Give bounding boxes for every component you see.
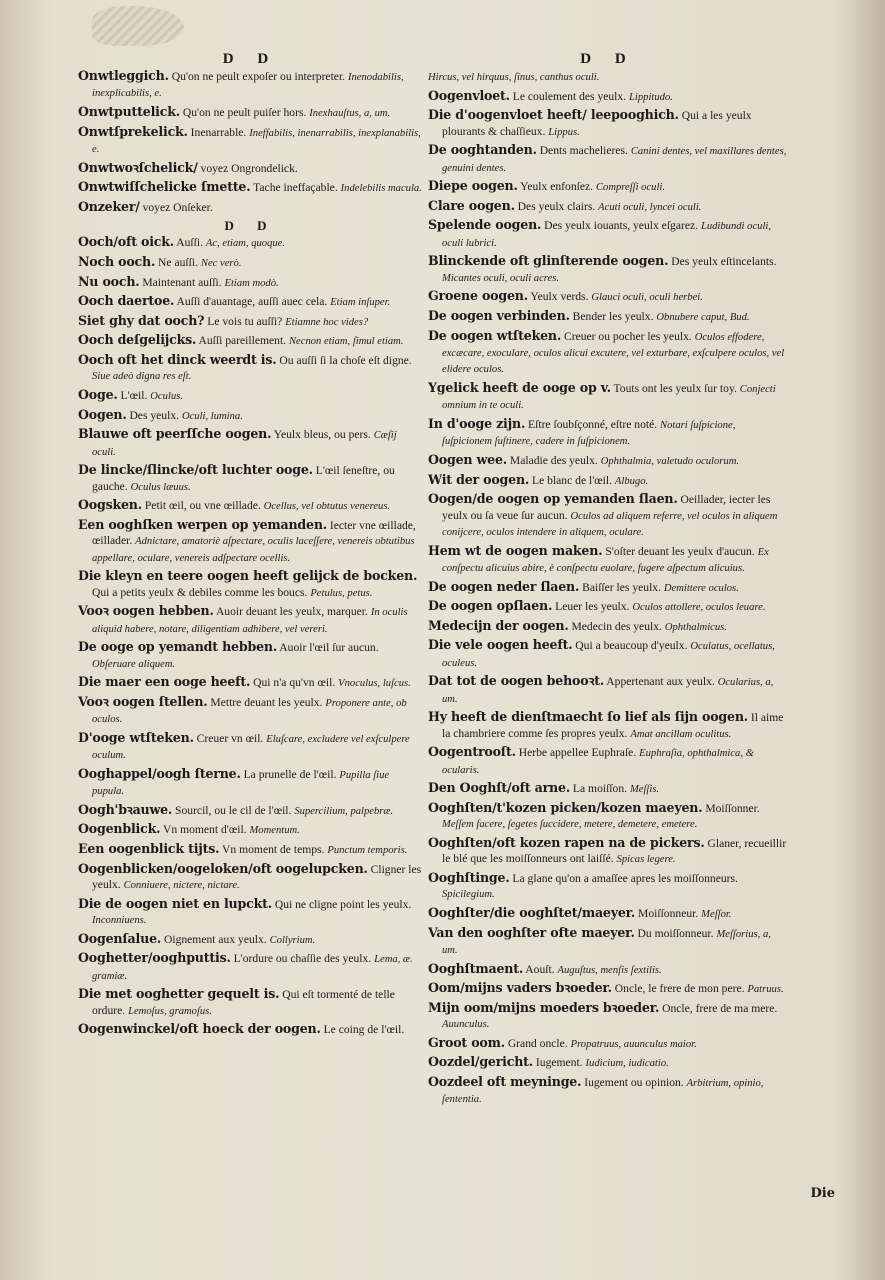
- entry-french: Maladie des yeulx.: [509, 453, 598, 467]
- dictionary-entry: [78, 274, 423, 291]
- entry-french: Des yeulx eſtincelants.: [671, 255, 777, 269]
- dictionary-entry: [78, 387, 423, 404]
- entry-headword: Hem wt de oogen maken.: [428, 542, 603, 558]
- entry-french: Des yeulx iouants, yeulx eſgarez.: [544, 219, 699, 233]
- entry-headword: Ygelick heeft de ooge op v.: [428, 379, 611, 395]
- dictionary-entry: [78, 160, 423, 177]
- entry-french: Auſſi d'auantage, auſſi auec cela.: [176, 295, 328, 309]
- entry-french: Maintenant auſſi.: [142, 275, 222, 289]
- entry-french: L'œil.: [120, 388, 148, 402]
- entry-headword: De oogen opſlaen.: [428, 598, 553, 614]
- entry-french: Vn moment de temps.: [222, 842, 325, 856]
- entry-latin: Meſſorius, a, um.: [442, 928, 771, 956]
- entry-french: Ne auſſi.: [158, 255, 198, 269]
- entry-headword: Onwtſprekelick.: [78, 123, 188, 139]
- entry-latin: Auguſtus, menſis ſextilis.: [557, 964, 662, 976]
- entry-headword: De oogen neder ſlaen.: [428, 578, 580, 594]
- dictionary-entry: [428, 637, 788, 671]
- entry-headword: Oogenſalue.: [78, 930, 162, 946]
- entry-latin: Etiam inſuper.: [330, 297, 391, 309]
- entry-headword: Dat tot de oogen behooꝛt.: [428, 673, 605, 689]
- entry-french: L'œil ſeneſtre, ou gauche.: [92, 464, 395, 493]
- entry-headword: Oogentrooſt.: [428, 744, 516, 760]
- entry-french: Qui a les yeulx plourants & chaſſieux.: [442, 109, 752, 138]
- catchword: Die: [810, 1186, 835, 1201]
- entry-french: Moiſſonneur.: [638, 906, 699, 920]
- entry-french: Qui n'a qu'vn œil.: [253, 676, 336, 690]
- dictionary-entry: [78, 179, 423, 196]
- entry-latin: Ophthalmicus.: [664, 621, 727, 633]
- entry-headword: Oogen wee.: [428, 451, 507, 467]
- entry-french: Cligner les yeulx.: [92, 862, 422, 891]
- dictionary-entry: [78, 986, 423, 1019]
- entry-headword: Ooghappel/oogh ſterne.: [78, 765, 241, 781]
- entry-headword: Onzeker/: [78, 198, 140, 214]
- dictionary-entry: [428, 673, 788, 707]
- dictionary-entry: [428, 618, 788, 635]
- entry-headword: Onwtwiſſchelicke ſmette.: [78, 179, 251, 195]
- entry-headword: Ooch oft het dinck weerdt is.: [78, 351, 277, 367]
- entry-headword: Ooghſten/oft kozen rapen na de pickers.: [428, 834, 705, 850]
- entry-latin: Indelebilis macula.: [340, 183, 422, 195]
- dictionary-entry: [428, 178, 788, 195]
- dictionary-entry: [428, 328, 788, 378]
- entry-french: Qu'on ne peult expoſer ou interpreter.: [171, 70, 346, 83]
- left-column: [78, 50, 423, 1041]
- dictionary-entry: [428, 68, 788, 85]
- entry-headword: Oom/mijns vaders bꝛoeder.: [428, 980, 612, 996]
- dictionary-entry: [78, 931, 423, 948]
- dictionary-entry: [428, 905, 788, 922]
- entry-latin: Nec verò.: [200, 257, 242, 269]
- entry-headword: Ooghſter/die ooghſtet/maeyer.: [428, 904, 636, 920]
- entry-headword: Oogh'bꝛauwe.: [78, 801, 173, 817]
- entry-french: Du moiſſonneur.: [637, 926, 714, 940]
- dictionary-entry: [78, 603, 423, 637]
- entry-french: Grand oncle.: [507, 1036, 568, 1050]
- entry-french: Appertenant aux yeulx.: [606, 675, 715, 689]
- entry-headword: Blauwe oft peerſſche oogen.: [78, 426, 272, 442]
- entry-french: Yeulx verds.: [530, 290, 589, 304]
- entry-latin: Conniuere, nictere, nictare.: [123, 879, 240, 891]
- entry-latin: Conjecti omnium in te oculi.: [442, 383, 776, 412]
- entry-latin: Meſſem facere, ſegetes ſuccidere, metere, demetere, emetere.: [442, 819, 698, 831]
- entry-headword: In d'ooge zijn.: [428, 415, 526, 431]
- entry-latin: Arbitrium, opinio, ſententia.: [442, 1077, 764, 1106]
- entry-headword: Clare oogen.: [428, 197, 515, 213]
- entry-headword: Oogenvloet.: [428, 87, 510, 103]
- entry-latin: Inexhauſtus, a, um.: [309, 108, 391, 119]
- entry-french: Mettre deuant les yeulx.: [210, 695, 323, 709]
- entry-french: Auoir l'œil ſur aucun.: [279, 641, 379, 655]
- dictionary-entry: [78, 497, 423, 514]
- entry-latin: Inenodabilis, inexplicabilis, e.: [92, 72, 404, 100]
- entry-latin: Albugo.: [614, 475, 649, 487]
- entry-headword: D'ooge wtſteken.: [78, 729, 194, 745]
- entry-headword: Hy heeft de dienſtmaecht ſo lief als ſijn oogen.: [428, 709, 748, 725]
- entry-headword: Spelende oogen.: [428, 217, 542, 233]
- entry-french: Vn moment d'œil.: [163, 823, 247, 837]
- entry-latin: Oculos attollere, oculos leuare.: [632, 602, 766, 614]
- entry-french: Oncle, frere de ma mere.: [662, 1001, 778, 1015]
- entry-headword: Ooch/oft oick.: [78, 234, 174, 250]
- entry-headword: De lincke/ſlincke/oft luchter ooge.: [78, 462, 313, 478]
- entry-french: Iecter vne œillade, œillader.: [92, 518, 416, 548]
- dictionary-entry: [428, 870, 788, 903]
- dictionary-entry: [78, 802, 423, 819]
- entry-headword: Diepe oogen.: [428, 178, 518, 194]
- entry-french: Iugement.: [535, 1056, 583, 1070]
- entry-latin: Compreſſi oculi.: [595, 182, 666, 194]
- entry-latin: Obnubere caput, Bud.: [656, 311, 750, 323]
- dictionary-entry: [78, 821, 423, 838]
- dictionary-entry: [78, 639, 423, 672]
- entry-headword: Oogsken.: [78, 497, 142, 513]
- entry-headword: Oogenwinckel/oft hoeck der oogen.: [78, 1021, 321, 1037]
- entry-latin: Supercilium, palpebræ.: [294, 805, 394, 817]
- entry-headword: De ooghtanden.: [428, 142, 537, 158]
- dictionary-entry: [428, 308, 788, 325]
- dictionary-entry: [78, 462, 423, 495]
- dictionary-entry: [78, 68, 423, 102]
- entry-latin: Lemoſus, gramoſus.: [128, 1005, 212, 1017]
- entry-latin: Collyrium.: [269, 934, 316, 946]
- entry-latin: Petulus, petus.: [310, 587, 373, 599]
- dictionary-entry: [78, 407, 423, 424]
- entry-headword: Wit der oogen.: [428, 471, 530, 487]
- entry-french: Auſſi.: [176, 236, 203, 250]
- entry-french: La glane qu'on a amaſſee apres les moiſſonneurs.: [512, 871, 738, 885]
- entry-headword: Ooch deſgelijcks.: [78, 332, 197, 348]
- entry-latin: Ophthalmia, valetudo oculorum.: [600, 455, 739, 467]
- dictionary-entry: [78, 674, 423, 691]
- dictionary-entry: [78, 293, 423, 310]
- dictionary-entry: [78, 694, 423, 728]
- dictionary-entry: [78, 104, 423, 121]
- entry-headword: Blinckende oft glinſterende oogen.: [428, 253, 669, 269]
- dictionary-entry: [428, 253, 788, 286]
- entry-headword: Mijn oom/mijns moeders bꝛoeder.: [428, 999, 660, 1015]
- entry-headword: Ooch daertoe.: [78, 293, 175, 309]
- entry-headword: Die d'oogenvloet heeft/ leepooghich.: [428, 107, 679, 123]
- entry-latin: Pupilla ſiue pupula.: [92, 769, 390, 798]
- entry-latin: Micantes oculi, oculi acres.: [442, 272, 559, 284]
- left-header-letters: D D: [222, 51, 279, 67]
- dictionary-entry: [78, 730, 423, 764]
- entry-french: Leuer les yeulx.: [555, 600, 630, 614]
- dictionary-entry: [428, 452, 788, 469]
- dictionary-entry: [428, 380, 788, 414]
- entry-headword: Noch ooch.: [78, 253, 156, 269]
- entry-latin: Obſeruare aliquem.: [92, 658, 176, 670]
- dictionary-entry: [428, 288, 788, 305]
- entry-headword: Vooꝛ oogen ſtellen.: [78, 693, 208, 709]
- entry-french: Le coulement des yeulx.: [512, 89, 627, 103]
- entry-french: Oncle, le frere de mon pere.: [614, 982, 745, 996]
- dictionary-entry: [428, 579, 788, 596]
- entry-french: Touts ont les yeulx ſur toy.: [613, 381, 737, 395]
- entry-french: Il aime la chambriere comme ſes propres yeulx.: [442, 711, 784, 740]
- entry-french: Baiſſer les yeulx.: [582, 580, 661, 594]
- dictionary-entry: [78, 199, 423, 216]
- entry-headword: Ooghſten/t'kozen picken/kozen maeyen.: [428, 799, 703, 815]
- dictionary-entry: [428, 217, 788, 251]
- dictionary-entry: [428, 1035, 788, 1052]
- dictionary-entry: [428, 800, 788, 833]
- entry-french: Aouſt.: [525, 962, 555, 976]
- entry-headword: Oozdel/gericht.: [428, 1054, 533, 1070]
- entry-headword: Die maer een ooge heeft.: [78, 674, 251, 690]
- entry-french: Glaner, recueillir le blé que les moiſſonneurs ont laiſſé.: [442, 836, 787, 866]
- dictionary-entry: [428, 598, 788, 615]
- entry-french: Ou auſſi ſi la choſe eſt digne.: [279, 353, 412, 367]
- dictionary-entry: [78, 1021, 423, 1038]
- entry-latin: Ex conſpectu alicuius abire, è conſpectu euolare, fugere aſpectum alicuius.: [442, 546, 769, 574]
- dictionary-entry: [428, 780, 788, 797]
- entry-latin: Lema, æ. gramiæ.: [92, 954, 413, 982]
- dictionary-entry: [78, 896, 423, 929]
- left-entries-b: [78, 234, 423, 1038]
- entry-french: Yeulx enfonſez.: [520, 180, 594, 194]
- entry-latin: Spicas legere.: [616, 854, 676, 866]
- entry-french: L'ordure ou chaſſie des yeulx.: [233, 952, 372, 966]
- entry-headword: Die vele oogen heeft.: [428, 637, 573, 653]
- entry-french: voyez Onſeker.: [142, 200, 213, 214]
- dictionary-entry: [78, 332, 423, 349]
- entry-french: Dents machelieres.: [539, 144, 628, 158]
- entry-headword: Onwtputtelick.: [78, 104, 180, 119]
- entry-latin: Spicilegium.: [442, 889, 495, 901]
- entry-latin: Lippitudo.: [629, 91, 673, 103]
- entry-french: La prunelle de l'œil.: [243, 767, 337, 781]
- entry-french: Petit œil, ou vne œillade.: [144, 499, 261, 513]
- dictionary-entry: [78, 517, 423, 566]
- entry-latin: Necnon etiam, ſimul etiam.: [288, 336, 404, 348]
- dictionary-entry: [428, 88, 788, 105]
- entry-latin: Adnictare, amatoriè aſpectare, oculis laceſſere, venereis obtutibus appellare, oculare, venereis adſpectare ocellis.: [92, 536, 415, 564]
- entry-latin: Acuti oculi, lyncei oculi.: [598, 201, 702, 213]
- entry-latin: Iudicium, iudicatio.: [585, 1058, 669, 1070]
- entry-latin: Demittere oculos.: [663, 582, 739, 594]
- entry-french: Bender les yeulx.: [572, 309, 654, 323]
- dictionary-entry: [428, 491, 788, 540]
- entry-latin: In oculis aliquid habere, notare, diligentiam adhibere, vel vereri.: [92, 607, 408, 635]
- right-entries: [428, 68, 788, 1108]
- entry-latin: Notari ſuſpicione, ſuſpicionem ſuſtinere, cadere in ſuſpicionem.: [442, 419, 736, 448]
- dictionary-entry: [78, 841, 423, 858]
- entry-latin: Canini dentes, vel maxillares dentes, genuini dentes.: [442, 146, 787, 174]
- entry-latin: Momentum.: [249, 825, 300, 837]
- entry-french: Qui ne cligne point les yeulx.: [274, 897, 412, 911]
- entry-latin: Glauci oculi, oculi herbei.: [591, 292, 703, 304]
- entry-headword: Oozdeel oft meyninge.: [428, 1073, 582, 1089]
- dictionary-entry: [428, 835, 788, 868]
- entry-latin: Vnoculus, luſcus.: [338, 678, 411, 690]
- entry-latin: Ocellus, vel obtutus venereus.: [263, 501, 391, 513]
- entry-latin: Etiam modò.: [224, 277, 279, 289]
- entry-french: Yeulx bleus, ou pers.: [273, 428, 371, 442]
- entry-french: Medecin des yeulx.: [571, 619, 662, 633]
- entry-headword: Van den ooghſter ofte maeyer.: [428, 924, 635, 940]
- entry-latin: Meſſor.: [701, 908, 732, 920]
- dictionary-entry: [428, 709, 788, 742]
- dictionary-entry: [78, 234, 423, 251]
- entry-latin: Oculus læuus.: [130, 481, 191, 493]
- dictionary-entry: [78, 352, 423, 385]
- dictionary-entry: [428, 1054, 788, 1071]
- dictionary-entry: [78, 124, 423, 158]
- entry-headword: Medecijn der oogen.: [428, 617, 569, 633]
- entry-french: Tache ineffaçable.: [253, 181, 338, 195]
- torn-corner: [92, 6, 184, 46]
- left-entries-a: [78, 68, 423, 216]
- entry-latin: Lippus.: [548, 126, 580, 138]
- entry-latin: Etiamne hoc vides?: [285, 316, 369, 328]
- entry-latin: Euphraſia, ophthalmica, & ocularis.: [442, 748, 754, 776]
- dictionary-entry: [78, 254, 423, 271]
- dictionary-entry: [428, 744, 788, 778]
- entry-french: Iugement ou opinion.: [584, 1075, 684, 1089]
- entry-headword: Die kleyn en teere oogen heeft gelijck de bocken.: [78, 568, 418, 584]
- entry-latin: Oculos ad aliquem referre, vel oculos in aliquem conijcere, oculos intendere in aliquem, oculare.: [442, 510, 778, 538]
- dictionary-entry: [428, 472, 788, 489]
- entry-latin: Amat ancillam oculitus.: [630, 728, 732, 740]
- entry-french: Qui eſt tormenté de telle ordure.: [92, 988, 395, 1017]
- entry-latin: Propatruus, auunculus maior.: [570, 1038, 697, 1050]
- entry-french: Herbe appellee Euphraſe.: [518, 746, 637, 760]
- entry-latin: Meſſis.: [629, 784, 660, 796]
- dictionary-entry: [428, 925, 788, 959]
- entry-french: Creuer vn œil.: [196, 731, 264, 745]
- entry-latin: Oculi, lumina.: [181, 410, 243, 422]
- entry-headword: Oogen/de oogen op yemanden ſlaen.: [428, 491, 678, 507]
- entry-headword: Groene oogen.: [428, 288, 528, 304]
- right-column: [428, 50, 788, 1110]
- entry-french: Sourcil, ou le cil de l'œil.: [175, 803, 292, 817]
- entry-headword: Die met ooghetter gequelt is.: [78, 986, 280, 1002]
- entry-latin: Inconniuens.: [92, 914, 147, 926]
- dictionary-entry: [78, 426, 423, 460]
- entry-french: Moiſſonner.: [705, 801, 760, 815]
- entry-headword: Ooghſtmaent.: [428, 960, 524, 976]
- dictionary-entry: [428, 416, 788, 450]
- entry-french: Inenarrable.: [190, 125, 247, 139]
- dictionary-entry: [428, 980, 788, 997]
- entry-headword: Onwtleggich.: [78, 68, 169, 83]
- entry-latin: Oculatus, ocellatus, oculeus.: [442, 641, 775, 669]
- entry-french: Qui a petits yeulx & debiles comme les boucs.: [92, 585, 308, 599]
- dictionary-entry: [78, 861, 423, 894]
- entry-headword: Onwtwoꝛſchelick/: [78, 159, 198, 175]
- entry-french: La moiſſon.: [572, 782, 628, 796]
- entry-french: Qui a beaucoup d'yeulx.: [575, 639, 688, 653]
- dictionary-entry: [428, 1074, 788, 1108]
- right-header-letters: D D: [580, 51, 636, 67]
- entry-french: Creuer ou pocher les yeulx.: [563, 329, 692, 343]
- entry-headword: Groot oom.: [428, 1034, 505, 1050]
- entry-french: Le coing de l'œil.: [323, 1023, 405, 1037]
- dictionary-entry: [428, 107, 788, 140]
- entry-headword: Oogenblick.: [78, 821, 161, 837]
- dictionary-entry: [78, 766, 423, 800]
- entry-headword: Siet ghy dat ooch?: [78, 312, 205, 328]
- entry-latin: Ocularius, a, um.: [442, 677, 774, 705]
- entry-latin: Auunculus.: [442, 1019, 490, 1031]
- dictionary-entry: [428, 198, 788, 215]
- entry-french: Des yeulx.: [129, 408, 180, 422]
- entry-latin: Patruus.: [747, 984, 784, 996]
- entry-french: Eſtre ſoubſçonné, eſtre noté.: [528, 417, 658, 431]
- entry-headword: Een oogenblick tijts.: [78, 840, 220, 856]
- entry-french: Le blanc de l'œil.: [532, 473, 613, 487]
- dictionary-entry: [78, 313, 423, 330]
- entry-headword: Oogenblicken/oogeloken/oft oogelupcken.: [78, 860, 368, 876]
- entry-headword: De ooge op yemandt hebben.: [78, 639, 278, 655]
- entry-latin: Cæſij oculi.: [92, 430, 397, 458]
- entry-latin: Oculus.: [150, 390, 183, 402]
- entry-headword: Die de oogen niet en lupckt.: [78, 895, 272, 911]
- entry-headword: Een ooghſken werpen op yemanden.: [78, 516, 327, 532]
- entry-latin: Hircus, vel hirquus, ſinus, canthus oculi.: [428, 72, 600, 83]
- entry-french: S'oſter deuant les yeulx d'aucun.: [605, 544, 755, 558]
- entry-latin: Ac, etiam, quoque.: [205, 238, 286, 250]
- dictionary-entry: [428, 142, 788, 176]
- entry-headword: Ooghetter/ooghputtis.: [78, 950, 231, 966]
- entry-headword: Ooghſtinge.: [428, 869, 510, 885]
- entry-headword: Den Ooghſt/oft arne.: [428, 780, 571, 796]
- entry-latin: Ludibundi oculi, oculi lubrici.: [442, 221, 771, 249]
- page-edge-shadow: [845, 0, 885, 1280]
- dictionary-entry: [428, 543, 788, 577]
- dictionary-entry: [78, 568, 423, 601]
- left-subheading: D D: [224, 218, 277, 234]
- dictionary-entry: [78, 950, 423, 984]
- entry-latin: Ineffabilis, inenarrabilis, inexplanabilis, e.: [92, 127, 421, 155]
- entry-headword: Oogen.: [78, 406, 127, 422]
- entry-french: Le vois tu auſſi?: [207, 314, 283, 328]
- entry-latin: Oculos effodere, excæcare, exoculare, oculos alicui excutere, vel exturbare, exſculpere oculos, vel elidere oculos.: [442, 331, 785, 376]
- entry-latin: Eluſcare, excludere vel exſculpere oculum.: [92, 733, 410, 762]
- entry-latin: Punctum temporis.: [327, 844, 408, 856]
- dictionary-entry: [428, 961, 788, 978]
- dictionary-entry: [428, 1000, 788, 1033]
- entry-french: voyez Ongrondelick.: [200, 161, 298, 175]
- entry-french: Des yeulx clairs.: [517, 199, 596, 213]
- entry-french: Oignement aux yeulx.: [163, 932, 267, 946]
- entry-headword: Vooꝛ oogen hebben.: [78, 603, 214, 619]
- entry-headword: Nu ooch.: [78, 273, 140, 289]
- entry-latin: Siue adeò digna res eſt.: [92, 371, 192, 383]
- entry-french: Qu'on ne peult puiſer hors.: [182, 106, 307, 119]
- entry-headword: De oogen verbinden.: [428, 307, 570, 323]
- entry-headword: Ooge.: [78, 386, 118, 402]
- entry-french: Auſſi pareillement.: [198, 334, 287, 348]
- entry-french: Oeillader, iecter les yeulx ou ſa veue ſur aucun.: [442, 493, 771, 522]
- entry-french: Auoir deuant les yeulx, marquer.: [215, 605, 368, 619]
- entry-latin: Proponere ante, ob oculos.: [92, 697, 407, 726]
- entry-headword: De oogen wtſteken.: [428, 327, 562, 343]
